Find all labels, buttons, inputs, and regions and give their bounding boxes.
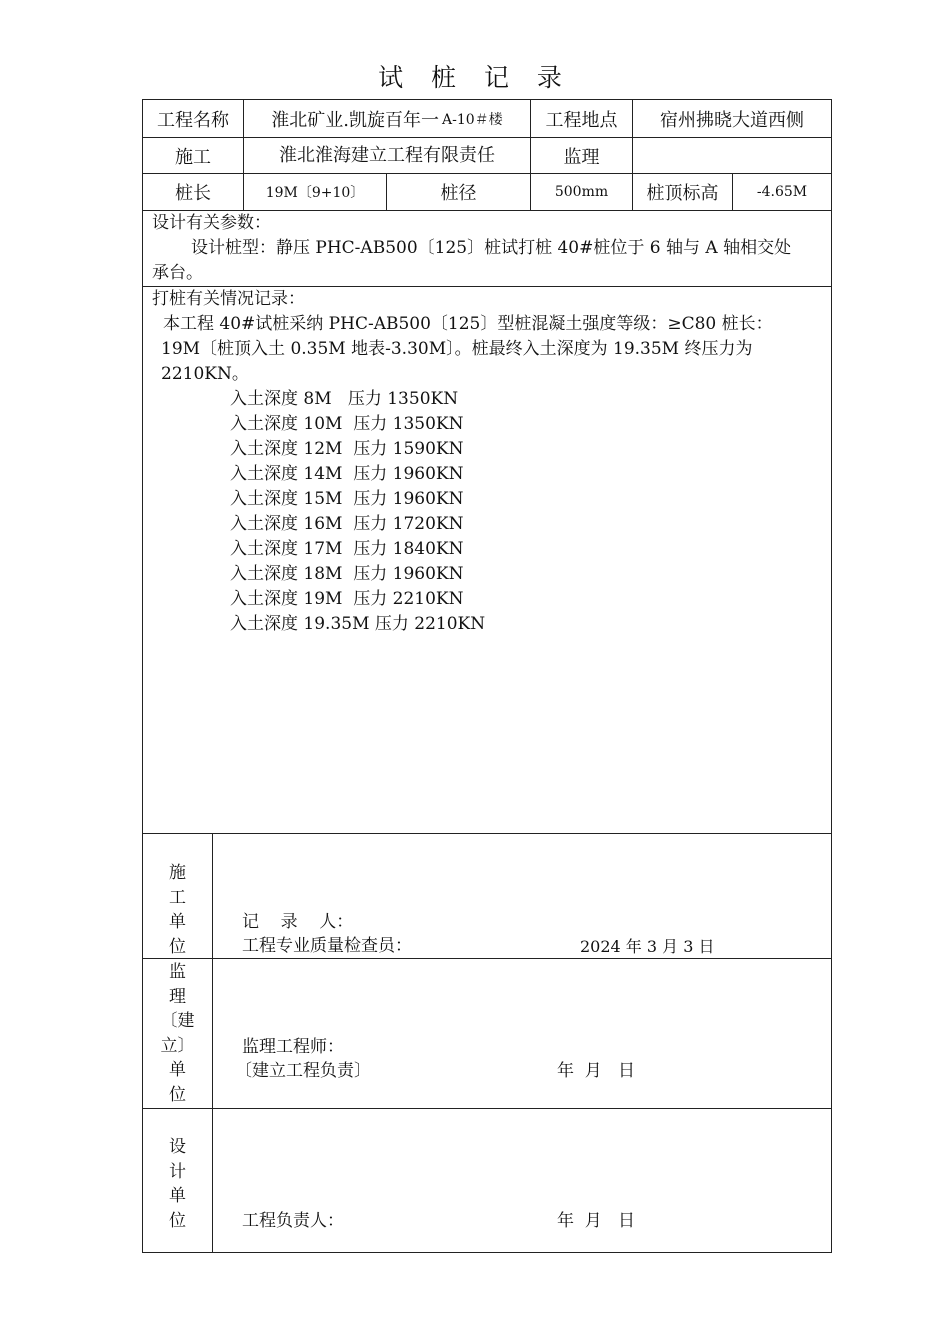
project-name-label: 工程名称 bbox=[143, 100, 244, 137]
design-manager-field: 工程负责人： bbox=[242, 1211, 344, 1231]
design-parameters-section bbox=[143, 211, 831, 287]
project-info-row bbox=[143, 100, 831, 138]
pile-length-label: 桩长 bbox=[143, 174, 244, 210]
depth-pressure-entry: 入土深度 14M 压力 1960KN bbox=[230, 464, 464, 484]
design-parameters-heading: 设计有关参数： bbox=[152, 213, 271, 233]
depth-pressure-entry: 入土深度 8M 压力 1350KN bbox=[230, 389, 459, 409]
units-row bbox=[143, 138, 831, 174]
depth-pressure-entry: 入土深度 12M 压力 1590KN bbox=[230, 439, 464, 459]
design-signature-section bbox=[143, 1109, 831, 1252]
construction-label: 施工 bbox=[143, 138, 244, 173]
driving-record-line-1: 本工程 40#试桩采纳 PHC-AB500〔125〕型桩混凝土强度等级：≥C80 桩长： bbox=[163, 314, 773, 334]
project-name-cell bbox=[244, 100, 531, 137]
construction-sign-date: 2024 年 3 月 3 日 bbox=[580, 937, 715, 956]
supervision-unit-label: 监 理 〔建 立〕 单 位 bbox=[143, 959, 213, 1109]
depth-pressure-entry: 入土深度 19.35M 压力 2210KN bbox=[230, 614, 486, 634]
supervision-signature-section bbox=[143, 959, 831, 1109]
quality-inspector-field: 工程专业质量检查员： bbox=[242, 936, 412, 956]
supervision-engineer-note: 〔建立工程负责〕 bbox=[235, 1061, 371, 1081]
construction-signature-section bbox=[143, 834, 831, 959]
driving-record-heading: 打桩有关情况记录： bbox=[152, 289, 305, 309]
supervision-label: 监理 bbox=[531, 138, 633, 173]
design-sign-date: 年 月 日 bbox=[557, 1211, 636, 1231]
pile-top-elevation-label: 桩顶标高 bbox=[633, 174, 733, 210]
depth-pressure-entry: 入土深度 18M 压力 1960KN bbox=[230, 564, 464, 584]
construction-unit-label: 施 工 单 位 bbox=[143, 834, 213, 959]
driving-record-section bbox=[143, 287, 831, 834]
project-location-label: 工程地点 bbox=[531, 100, 633, 137]
construction-unit-value: 淮北淮海建立工程有限责任 bbox=[244, 138, 531, 173]
project-building-value: A-10＃楼 bbox=[442, 111, 503, 128]
depth-pressure-entry: 入土深度 19M 压力 2210KN bbox=[230, 589, 464, 609]
supervision-unit-value bbox=[633, 138, 831, 173]
depth-pressure-entry: 入土深度 15M 压力 1960KN bbox=[230, 489, 464, 509]
depth-pressure-entry: 入土深度 10M 压力 1350KN bbox=[230, 414, 464, 434]
design-unit-label: 设 计 单 位 bbox=[143, 1109, 213, 1252]
depth-pressure-entry: 入土深度 17M 压力 1840KN bbox=[230, 539, 464, 559]
pile-length-value: 19M〔9+10〕 bbox=[244, 174, 387, 210]
project-name-value: 淮北矿业.凯旋百年一 bbox=[271, 109, 440, 131]
pile-diameter-label: 桩径 bbox=[387, 174, 531, 210]
document-title: 试 桩 记 录 bbox=[378, 63, 572, 92]
supervision-sign-date: 年 月 日 bbox=[557, 1061, 636, 1081]
driving-record-line-3: 2210KN。 bbox=[161, 364, 249, 384]
pile-top-elevation-value: -4.65M bbox=[756, 184, 808, 200]
pile-diameter-value: 500mm bbox=[531, 174, 633, 210]
recorder-field: 记 录 人： bbox=[242, 912, 354, 932]
depth-pressure-entry: 入土深度 16M 压力 1720KN bbox=[230, 514, 464, 534]
driving-record-line-2: 19M〔桩顶入土 0.35M 地表-3.30M〕。桩最终入土深度为 19.35M 终压力为 bbox=[161, 339, 753, 359]
test-pile-record-table bbox=[142, 99, 832, 1253]
design-parameters-line-1: 设计桩型：静压 PHC-AB500〔125〕桩试打桩 40#桩位于 6 轴与 A 轴相交处 bbox=[191, 238, 792, 258]
project-location-value: 宿州拂晓大道西侧 bbox=[660, 109, 804, 131]
supervision-engineer-field: 监理工程师： bbox=[242, 1037, 344, 1057]
pile-spec-row bbox=[143, 174, 831, 211]
design-parameters-line-2: 承台。 bbox=[152, 263, 203, 283]
